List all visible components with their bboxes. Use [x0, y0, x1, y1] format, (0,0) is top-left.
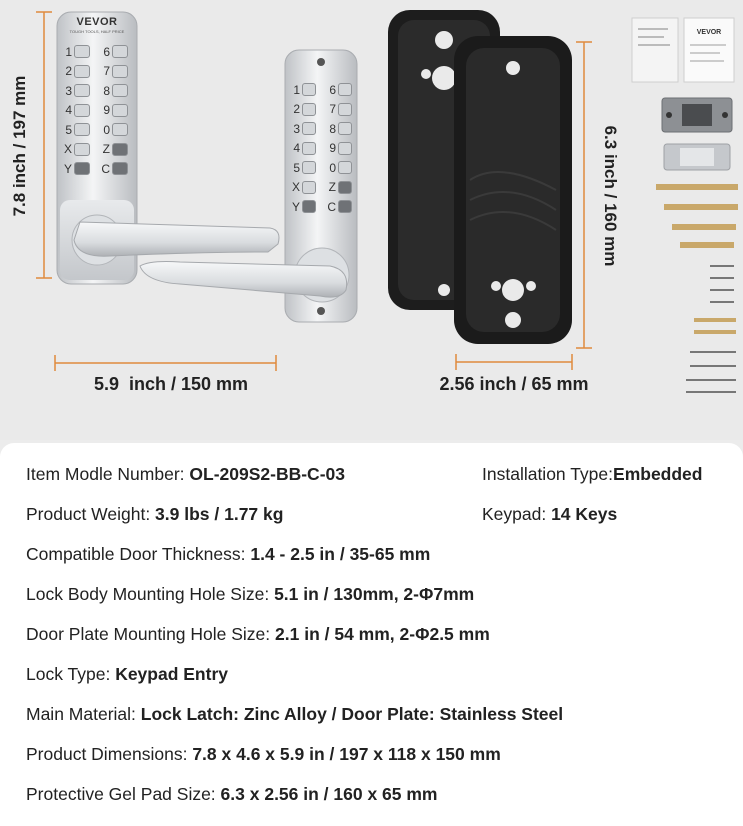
keypad-key-label: Z [328, 180, 336, 195]
pad-height-dimension-line [576, 42, 592, 348]
spec-item-model-number: Item Modle Number: OL-209S2-BB-C-03 [26, 464, 345, 484]
spec-keypad: Keypad: 14 Keys [482, 504, 618, 524]
keypad-key-label: Y [63, 161, 72, 176]
keypad-row [62, 120, 132, 140]
spec-door-thickness: Compatible Door Thickness: 1.4 - 2.5 in / 35-65 mm [26, 544, 431, 564]
back-keypad [290, 80, 354, 217]
brand-name: VEVOR [76, 16, 118, 28]
keypad-button[interactable] [112, 162, 128, 175]
spec-lock-type: Lock Type: Keypad Entry [26, 664, 228, 684]
keypad-key-label: 4 [293, 141, 300, 156]
keypad-key-label: 6 [329, 82, 336, 97]
strike-plate [662, 98, 732, 132]
keypad-row [62, 140, 132, 160]
keypad-button[interactable] [338, 181, 352, 194]
keypad-button[interactable] [112, 143, 128, 156]
keypad-key-label: 1 [65, 44, 72, 59]
spec-gel-pad-size: Protective Gel Pad Size: 6.3 x 2.56 in / 160 x 65 mm [26, 784, 438, 804]
keypad-button[interactable] [74, 84, 90, 97]
keypad-button[interactable] [112, 65, 128, 78]
keypad-key-label: 2 [65, 64, 72, 79]
keypad-key-label: 8 [103, 83, 110, 98]
keypad-key-label: 0 [329, 160, 336, 175]
brand-logo [58, 16, 136, 34]
screws [686, 266, 736, 392]
keypad-row [290, 178, 354, 198]
keypad-key-label: Z [102, 142, 110, 157]
spec-product-dimensions: Product Dimensions: 7.8 x 4.6 x 5.9 in / 197 x 118 x 150 mm [26, 744, 501, 764]
keypad-row [290, 197, 354, 217]
specifications-panel [0, 443, 743, 826]
keypad-button[interactable] [112, 104, 128, 117]
front-lever-handle [74, 222, 279, 256]
keypad-button[interactable] [302, 83, 316, 96]
keypad-button[interactable] [74, 123, 90, 136]
svg-text:VEVOR: VEVOR [696, 29, 722, 36]
spec-main-material: Main Material: Lock Latch: Zinc Alloy / Door Plate: Stainless Steel [26, 704, 564, 724]
keypad-button[interactable] [338, 83, 352, 96]
keypad-row [290, 100, 354, 120]
manuals [632, 18, 734, 82]
pad-width-label: 2.56 inch / 65 mm [439, 374, 589, 394]
brand-tagline: TOUGH TOOLS, HALF PRICE [69, 29, 125, 34]
latch-plate [664, 144, 730, 170]
front-keypad [62, 42, 132, 179]
keypad-button[interactable] [74, 143, 90, 156]
keypad-key-label: 0 [103, 122, 110, 137]
spec-product-weight: Product Weight: 3.9 lbs / 1.77 kg [26, 504, 284, 524]
keypad-key-label: 1 [293, 82, 300, 97]
keypad-key-label: 5 [65, 122, 72, 137]
keypad-button[interactable] [302, 142, 316, 155]
keypad-button[interactable] [302, 200, 316, 213]
keypad-button[interactable] [338, 122, 352, 135]
keypad-key-label: X [291, 180, 300, 195]
width-label: 5.9 inch / 150 mm [93, 374, 249, 394]
keypad-row [62, 42, 132, 62]
spec-door-plate-hole: Door Plate Mounting Hole Size: 2.1 in / 54 mm, 2-Φ2.5 mm [26, 624, 490, 644]
keypad-button[interactable] [74, 162, 90, 175]
pad-height-label: 6.3 inch / 160 mm [601, 125, 620, 267]
keypad-button[interactable] [74, 104, 90, 117]
keypad-row [290, 139, 354, 159]
keypad-key-label: 2 [293, 102, 300, 117]
keypad-key-label: C [101, 161, 110, 176]
keypad-button[interactable] [112, 123, 128, 136]
spec-installation-type: Installation Type:Embedded [482, 464, 703, 484]
keypad-row [290, 158, 354, 178]
width-dimension-line [55, 355, 276, 371]
keypad-row [290, 80, 354, 100]
keypad-key-label: 8 [329, 121, 336, 136]
spec-lock-body-hole: Lock Body Mounting Hole Size: 5.1 in / 130mm, 2-Φ7mm [26, 584, 475, 604]
keypad-button[interactable] [338, 200, 352, 213]
keypad-button[interactable] [338, 161, 352, 174]
keypad-button[interactable] [112, 84, 128, 97]
keypad-row [62, 159, 132, 179]
keypad-row [62, 62, 132, 82]
back-lever-handle [140, 262, 347, 298]
keypad-key-label: 6 [103, 44, 110, 59]
keypad-key-label: C [327, 199, 336, 214]
keypad-button[interactable] [112, 45, 128, 58]
keypad-key-label: 3 [293, 121, 300, 136]
keypad-button[interactable] [302, 161, 316, 174]
keypad-button[interactable] [302, 103, 316, 116]
keypad-key-label: 3 [65, 83, 72, 98]
keypad-button[interactable] [74, 45, 90, 58]
gel-pad-front [454, 36, 572, 344]
pad-width-dimension-line [456, 354, 572, 370]
height-dimension-line [36, 12, 52, 278]
keypad-key-label: 5 [293, 160, 300, 175]
keypad-button[interactable] [338, 142, 352, 155]
keypad-key-label: X [63, 142, 72, 157]
keypad-button[interactable] [302, 122, 316, 135]
keypad-button[interactable] [74, 65, 90, 78]
keypad-key-label: 4 [65, 103, 72, 118]
keypad-button[interactable] [338, 103, 352, 116]
keypad-key-label: 7 [103, 64, 110, 79]
keypad-key-label: 7 [329, 102, 336, 117]
height-label: 7.8 inch / 197 mm [10, 75, 29, 217]
keypad-key-label: 9 [103, 103, 110, 118]
keypad-row [62, 101, 132, 121]
keypad-button[interactable] [302, 181, 316, 194]
keypad-key-label: Y [291, 199, 300, 214]
keypad-row [290, 119, 354, 139]
spindles [656, 184, 738, 248]
keypad-key-label: 9 [329, 141, 336, 156]
keypad-row [62, 81, 132, 101]
